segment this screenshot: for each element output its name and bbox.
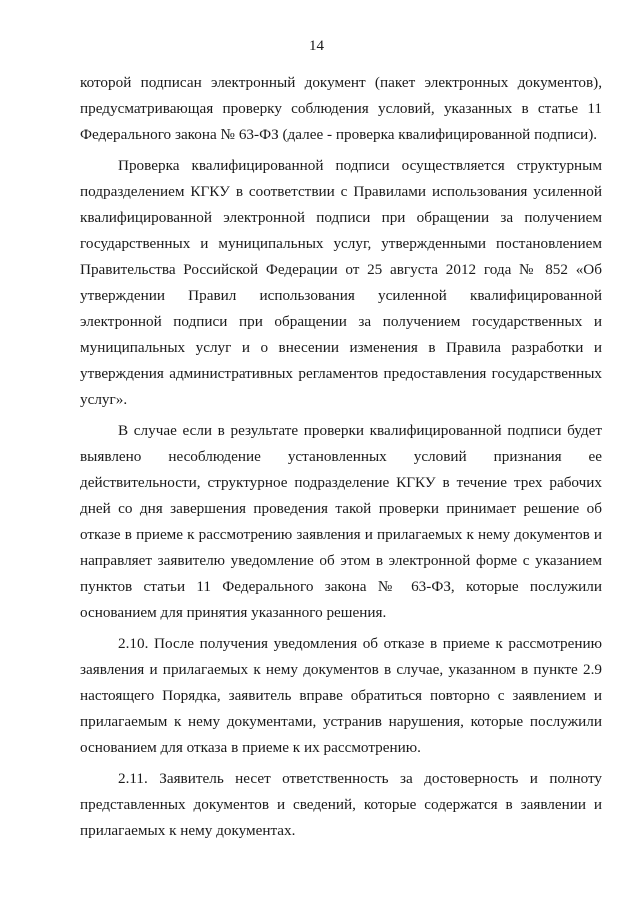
text-line: действительности, структурное подразделение КГКУ в течение трех рабочих <box>80 474 602 491</box>
page-number: 14 <box>309 38 324 54</box>
text-line: 2.11. Заявитель несет ответственность за достоверность и полноту <box>118 770 602 787</box>
paragraph <box>80 418 602 626</box>
text-line: Проверка квалифицированной подписи осуществляется структурным <box>118 157 602 174</box>
text-line: утверждении Правил использования усиленной квалифицированной <box>80 287 602 304</box>
text-line: представленных документов и сведений, которые содержатся в заявлении и <box>80 796 602 813</box>
text-line: государственных и муниципальных услуг, утвержденными постановлением <box>80 235 602 252</box>
text-line: квалифицированной электронной подписи при обращении за получением <box>80 209 602 226</box>
document-body <box>80 70 602 844</box>
text-line: заявления и прилагаемых к нему документов в случае, указанном в пункте 2.9 <box>80 661 602 678</box>
text-line: настоящего Порядка, заявитель вправе обратиться повторно с заявлением и <box>80 687 602 704</box>
text-line: основанием для отказа в приеме к их рассмотрению. <box>80 739 421 756</box>
text-line: услуг». <box>80 391 128 408</box>
paragraph <box>80 766 602 844</box>
text-line: электронной подписи при обращении за получением государственных и <box>80 313 602 330</box>
text-line: подразделением КГКУ в соответствии с Правилами использования усиленной <box>80 183 602 200</box>
text-line: выявлено несоблюдение установленных условий признания ее <box>80 448 602 465</box>
text-line: В случае если в результате проверки квалифицированной подписи будет <box>118 422 602 439</box>
text-line: которой подписан электронный документ (пакет электронных документов), <box>80 74 602 91</box>
text-line: утверждения административных регламентов предоставления государственных <box>80 365 602 382</box>
text-line: прилагаемых к нему документах. <box>80 822 296 839</box>
text-line: пунктов статьи 11 Федерального закона № 63-ФЗ, которые послужили <box>80 578 602 595</box>
text-line: отказе в приеме к рассмотрению заявления и прилагаемых к нему документов и <box>80 526 602 543</box>
text-line: Федерального закона № 63-ФЗ (далее - проверка квалифицированной подписи). <box>80 126 598 143</box>
paragraph <box>80 631 602 761</box>
paragraph <box>80 153 602 413</box>
text-line: Правительства Российской Федерации от 25 августа 2012 года № 852 «Об <box>80 261 602 278</box>
text-line: направляет заявителю уведомление об этом в электронной форме с указанием <box>80 552 602 569</box>
paragraph <box>80 70 602 148</box>
text-line: основанием для принятия указанного решения. <box>80 604 387 621</box>
text-line: дней со дня завершения проведения такой проверки принимает решение об <box>80 500 602 517</box>
text-line: муниципальных услуг и о внесении изменения в Правила разработки и <box>80 339 602 356</box>
text-line: прилагаемым к нему документами, устранив нарушения, которые послужили <box>80 713 602 730</box>
text-line: 2.10. После получения уведомления об отказе в приеме к рассмотрению <box>118 635 602 652</box>
text-line: предусматривающая проверку соблюдения условий, указанных в статье 11 <box>80 100 602 117</box>
